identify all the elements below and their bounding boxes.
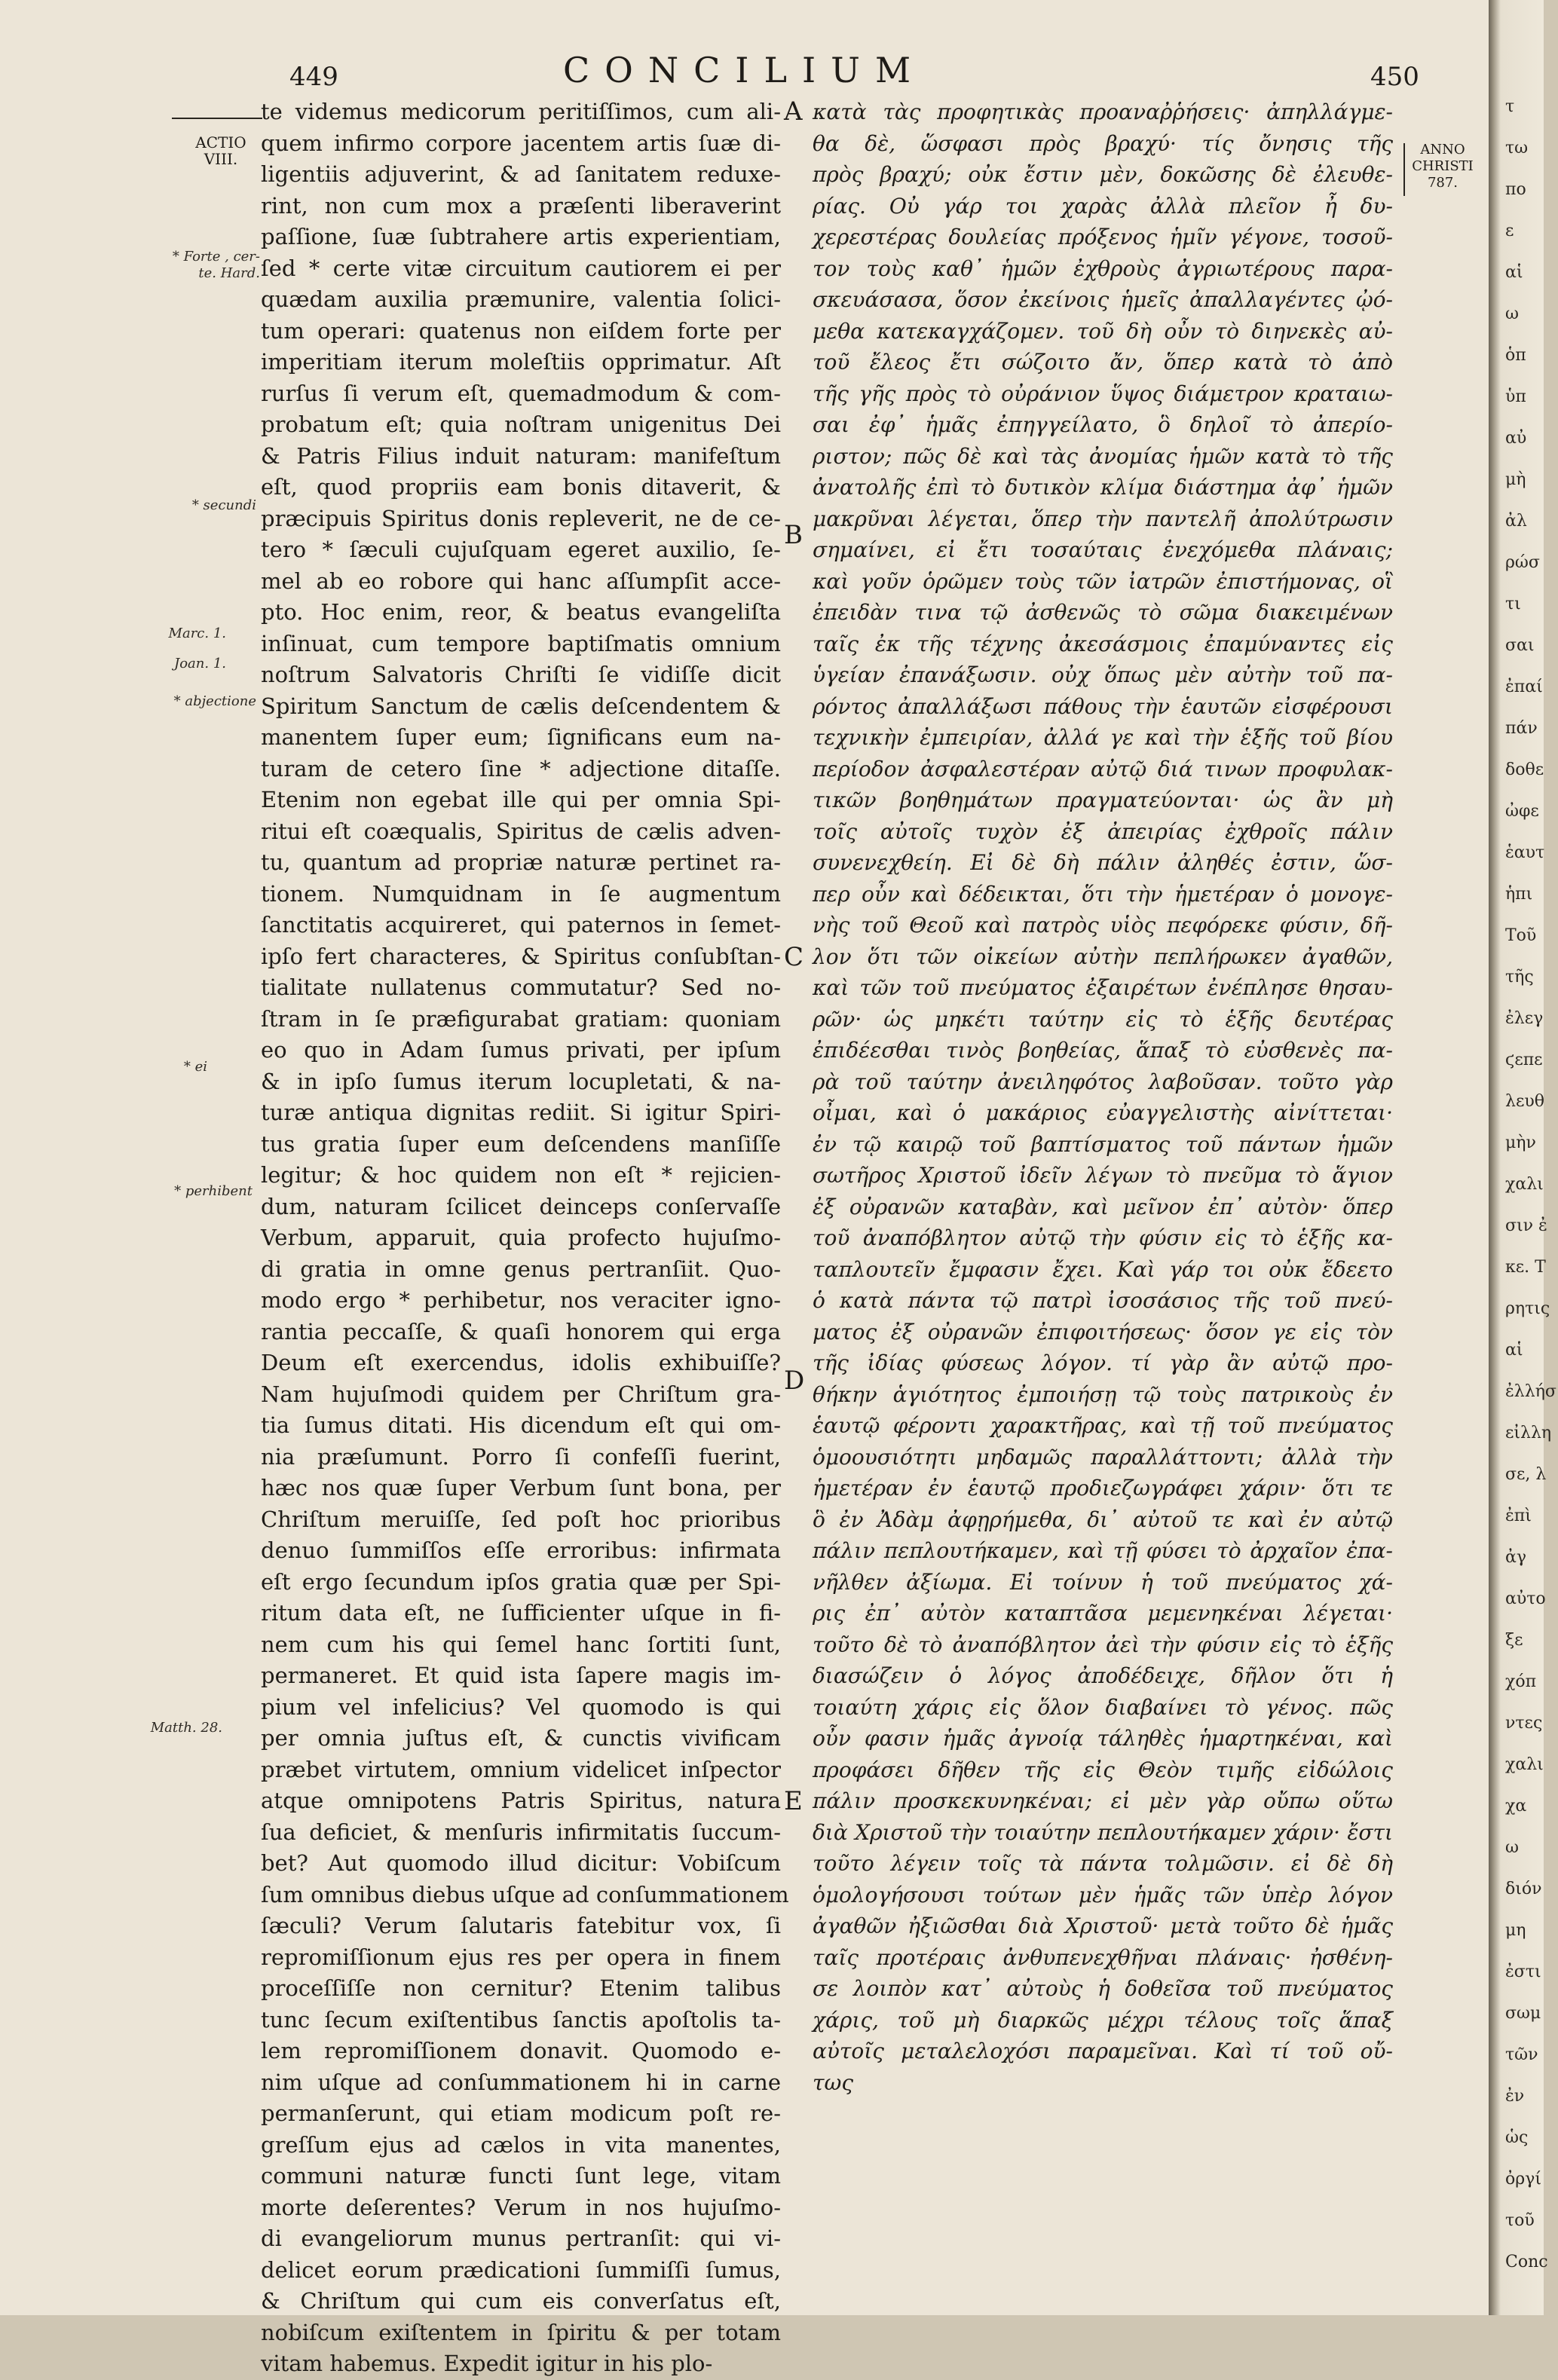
facing-page-fragment: ἀγ [1505, 1548, 1527, 1567]
greek-column [813, 96, 1393, 2098]
greek-text-line: οὖν φασιν ἡμᾶς ἀγνοίᾳ τάληθὲς ἡμαρτηκέναι, καὶ [813, 1726, 1393, 1751]
section-letter-c: C [784, 942, 804, 972]
greek-text-line: προφάσει δῆθεν τῆς εἰς Θεὸν τιμῆς εἰδώλοις [813, 1757, 1393, 1782]
greek-text-line: μακρῦναι λέγεται, ὅπερ τὴν παντελῆ ἀπολύτρωσιν [813, 506, 1393, 531]
latin-text-line: ipſo fert characteres, & Spiritus conſubſtan- [261, 943, 781, 969]
latin-text-line: eo quo in Adam ſumus privati, per ipſum [261, 1037, 781, 1063]
greek-text-line: ταῖς προτέραις ἀνθυπενεχθῆναι πλάναις· ἠσθένη- [813, 1944, 1393, 1970]
latin-text-line: Deum eſt exercendus, idolis exhibuiſſe? [261, 1350, 781, 1375]
greek-text-line: καὶ τῶν τοῦ πνεύματος ἐξαιρέτων ἐνέπλησε θησαυ- [813, 975, 1393, 1000]
latin-text-line: eſt, quod propriis eam bonis ditaverit, & [261, 474, 781, 500]
latin-text-line: ritum data eſt, ne ſufficienter uſque in fi- [261, 1600, 781, 1626]
latin-text-line: & in ipſo ſumus iterum locupletati, & na- [261, 1068, 781, 1094]
section-letter-e: E [784, 1786, 803, 1816]
latin-text-line: di evangeliorum munus pertranſit: qui vi- [261, 2226, 781, 2251]
latin-text-line: paſſione, ſuæ ſubtrahere artis experientiam, [261, 224, 781, 249]
latin-text-line: ritui eſt coæqualis, Spiritus de cælis adven- [261, 818, 781, 844]
facing-page-fragment: δοθε [1505, 760, 1544, 779]
latin-text-line: tu, quantum ad propriæ naturæ pertinet ra- [261, 849, 781, 875]
latin-text-line: permaneret. Et quid ista ſapere magis im- [261, 1663, 781, 1688]
facing-page-fragment: αἱ [1505, 1341, 1523, 1360]
greek-text-line: πάλιν πεπλουτήκαμεν, καὶ τῇ φύσει τὸ ἀρχαῖον ἐπα- [813, 1538, 1393, 1563]
margin-note-abjectione: * abjectione [173, 693, 256, 709]
margin-note-marc: Marc. 1. [168, 626, 226, 641]
greek-text-line: τοῦ ἔλεος ἔτι σώζοιτο ἄν, ὅπερ κατὰ τὸ ἀπὸ [813, 350, 1393, 375]
greek-text-line: τοῖς αὐτοῖς τυχὸν ἐξ ἀπειρίας ἐχθροῖς πάλιν [813, 818, 1393, 844]
facing-page-fragment: ξε [1505, 1631, 1523, 1650]
right-page-number: 450 [1370, 62, 1419, 92]
facing-page-fragment: ἑαυτ [1505, 843, 1545, 862]
greek-text-line: τικῶν βοηθημάτων πραγματεύονται· ὡς ἂν μὴ [813, 788, 1393, 812]
facing-page-fragment: πο [1505, 180, 1526, 199]
facing-page-fragment: ϛεπε [1505, 1051, 1543, 1069]
greek-text-line: ὁμοουσιότητι μηδαμῶς παραλλάττοντι; ἀλλὰ τὴν [813, 1444, 1393, 1470]
latin-text-line: manentem ſuper eum; ſignificans eum na- [261, 724, 781, 750]
latin-text-line: proceſſiſſe non cernitur? Etenim talibus [261, 1975, 781, 2001]
greek-text-line: νὴς τοῦ Θεοῦ καὶ πατρὸς υἱὸς πεφόρεκε φύσιν, δῆ- [813, 913, 1393, 938]
facing-page-fragment: ἐν [1505, 2087, 1525, 2106]
latin-text-line: morte deſerentes? Verum in nos hujuſmo- [261, 2194, 781, 2220]
greek-text-line: μεθα κατεκαγχάζομεν. τοῦ δὴ οὖν τὸ διηνεκὲς αὐ- [813, 318, 1393, 344]
facing-page-fragment: τ [1505, 97, 1515, 116]
greek-text-line: διασώζειν ὁ λόγος ἀποδέδειχε, δῆλον ὅτι ἡ [813, 1663, 1393, 1688]
latin-text-line: modo ergo * perhibetur, nos veraciter igno- [261, 1287, 781, 1313]
greek-text-line: ἐξ οὐρανῶν καταβὰν, καὶ μεῖνον ἐπ᾽ αὐτὸν· ὅπερ [813, 1194, 1393, 1219]
left-page-number: 449 [289, 62, 338, 92]
latin-text-line: rurſus ſi verum eſt, quemadmodum & com- [261, 380, 781, 406]
latin-text-line: tialitate nullatenus commutatur? Sed no- [261, 974, 781, 1000]
greek-text-line: κατὰ τὰς προφητικὰς προαναῤῥήσεις· ἀπηλλάγμε- [813, 99, 1393, 124]
latin-text-line: ſanctitatis acquireret, qui paternos in ſemet- [261, 912, 781, 938]
greek-text-line: ρίας. Οὐ γάρ τοι χαρὰς ἀλλὰ πλεῖον ἦ δυ- [813, 193, 1393, 219]
greek-text-line: ἑαυτῷ φέροντι χαρακτῆρας, καὶ τῇ τοῦ πνεύματος [813, 1413, 1393, 1438]
facing-page-fragment: σε, λ [1505, 1465, 1547, 1484]
greek-text-line: ἐπειδὰν τινα τῷ ἀσθενῶς τὸ σῶμα διακειμένων [813, 600, 1393, 625]
latin-text-line: tionem. Numquidnam in ſe augmentum [261, 880, 781, 907]
latin-text-line: pium vel infelicius? Vel quomodo is qui [261, 1693, 781, 1720]
greek-text-line: περ οὖν καὶ δέδεικται, ὅτι τὴν ἡμετέραν ὁ μονογε- [813, 881, 1393, 907]
latin-text-line: Etenim non egebat ille qui per omnia Spi- [261, 787, 781, 812]
greek-text-line: συνενεχθείη. Εἰ δὲ δὴ πάλιν ἀληθές ἐστιν, ὥσ- [813, 850, 1393, 875]
margin-note-joan: Joan. 1. [174, 656, 226, 671]
greek-text-line: καὶ γοῦν ὁρῶμεν τοὺς τῶν ἰατρῶν ἐπιστήμονας, οἳ [813, 568, 1393, 594]
greek-text-line: ἡμετέραν ἐν ἑαυτῷ προδιεζωγράφει χάριν· ὅτι τε [813, 1476, 1393, 1501]
facing-page-fragment: τῆς [1505, 968, 1534, 987]
latin-text-line: communi naturæ functi ſunt lege, vitam [261, 2163, 781, 2189]
latin-text-line: delicet eorum prædicationi ſummiſſi ſumus, [261, 2256, 781, 2283]
latin-text-line: rint, non cum mox a præſenti liberaverint [261, 192, 781, 219]
greek-text-line: θα δὲ, ὥσφασι πρὸς βραχύ· τίς ὄνησις τῆς [813, 130, 1393, 156]
latin-text-line: repromiſſionum ejus res per opera in finem [261, 1944, 781, 1970]
facing-page-fragment: ὁπ [1505, 346, 1526, 365]
latin-text-line: ſtram in ſe præfigurabat gratiam: quoniam [261, 1005, 781, 1032]
facing-page-fragment: χόπ [1505, 1672, 1537, 1691]
facing-page-fragment: μὴν [1505, 1133, 1536, 1152]
greek-text-line: ρόντος ἀπαλλάξωσι πάθους τὴν ἑαυτῶν εἰσφέρουσι [813, 693, 1393, 719]
section-letter-d: D [784, 1366, 805, 1396]
facing-page-fragment: ε [1505, 222, 1514, 240]
facing-page-fragment: ω [1505, 304, 1519, 323]
section-letter-b: B [784, 520, 803, 550]
greek-text-line: τοῦτο λέγειν τοῖς τὰ πάντα τολμῶσιν. εἰ δὲ δὴ [813, 1851, 1393, 1876]
facing-page-fragment: πάν [1505, 719, 1538, 738]
facing-page-fragment: ἡπι [1505, 885, 1533, 904]
greek-text-line: σε λοιπὸν κατ᾽ αὐτοὺς ἡ δοθεῖσα τοῦ πνεύματος [813, 1976, 1393, 2001]
actio-label: ACTIO VIII. [195, 133, 246, 168]
latin-text-line: probatum eſt; quia noſtram unigenitus Dei [261, 411, 781, 437]
facing-page-fragment: ἐλεγ [1505, 1009, 1544, 1028]
facing-page-fragment: μὴ [1505, 470, 1526, 489]
latin-text-line: legitur; & hoc quidem non eſt * rejicien- [261, 1162, 781, 1188]
facing-page-fragment: αὐ [1505, 429, 1527, 448]
latin-text-line: tum operari: quatenus non eiſdem forte per [261, 317, 781, 344]
latin-text-line: greſſum ejus ad cælos in vita manentes, [261, 2131, 781, 2158]
latin-text-line: permanſerunt, qui etiam modicum poſt re- [261, 2100, 781, 2126]
greek-text-line: τεχνικὴν ἐμπειρίαν, ἀλλά γε καὶ τὴν ἑξῆς τοῦ βίου [813, 725, 1393, 750]
greek-text-line: τῆς ἰδίας φύσεως λόγον. τί γὰρ ἂν αὐτῷ προ- [813, 1351, 1393, 1375]
greek-text-line: ἀγαθῶν ἠξιῶσθαι διὰ Χριστοῦ· μετὰ τοῦτο δὲ ἡμᾶς [813, 1913, 1393, 1938]
latin-text-line: tus gratia ſuper eum deſcendens manſiſſe [261, 1130, 781, 1157]
latin-text-line: ſæculi? Verum ſalutaris fatebitur vox, ſi [261, 1913, 781, 1938]
latin-text-line: ſed * certe vitæ circuitum cautiorem ei per [261, 255, 781, 281]
latin-text-line: dum, naturam ſcilicet deinceps conſervaſſe [261, 1193, 781, 1219]
greek-text-line: ριστον; πῶς δὲ καὶ τὰς ἀνομίας ἡμῶν κατὰ τὸ τῆς [813, 443, 1393, 469]
latin-text-line: Verbum, apparuit, quia profecto hujuſmo- [261, 1225, 781, 1250]
latin-text-line: turæ antiqua dignitas rediit. Si igitur Spiri- [261, 1100, 781, 1125]
facing-page-edge [1489, 0, 1556, 2315]
facing-page-fragment: αἱ [1505, 263, 1523, 282]
latin-text-line: quædam auxilia præmunire, valentia ſolici- [261, 286, 781, 312]
greek-text-line: σωτῆρος Χριστοῦ ἰδεῖν λέγων τὸ πνεῦμα τὸ ἅγιον [813, 1163, 1393, 1188]
anno-christi-label: ANNO CHRISTI 787. [1412, 142, 1474, 191]
latin-text-line: bet? Aut quomodo illud dicitur: Vobiſcum [261, 1850, 781, 1876]
latin-text-line: Chriſtum meruiſſe, ſed poſt hoc prioribus [261, 1506, 781, 1532]
greek-text-line: τοῦ ἀναπόβλητον αὐτῷ τὴν φύσιν εἰς τὸ ἑξῆς κα- [813, 1225, 1393, 1250]
greek-text-line: ρὰ τοῦ ταύτην ἀνειληφότος λαβοῦσαν. τοῦτο γὰρ [813, 1069, 1393, 1094]
facing-page-fragment: τω [1505, 139, 1529, 158]
greek-text-line: ταῖς ἐκ τῆς τέχνης ἀκεσάσμοις ἐπαμύναντες εἰς [813, 631, 1393, 656]
greek-text-line: αὐτοῖς μεταλελοχόσι παραμεῖναι. Καὶ τί τοῦ οὔ- [813, 2039, 1393, 2063]
greek-text-line: ἀνατολῆς ἐπὶ τὸ δυτικὸν κλίμα διάστημα ἀφ᾽ ἡμῶν [813, 475, 1393, 500]
latin-text-line: & Patris Filius induit naturam: manifeſtum [261, 442, 781, 469]
facing-page-fragment: ντες [1505, 1714, 1543, 1733]
facing-page-fragment: ρητις [1505, 1299, 1550, 1318]
facing-page-fragment: σαι [1505, 636, 1535, 655]
greek-text-line: τον τοὺς καθ᾽ ἡμῶν ἐχθροὺς ἀγριωτέρους παρα- [813, 255, 1393, 281]
greek-text-line: περίοδον ἀσφαλεστέραν αὐτῷ διά τινων προφυλακ- [813, 756, 1393, 782]
running-head: CONCILIUM [562, 50, 926, 90]
greek-text-line: πάλιν προσκεκυνηκέναι; εἰ μὲν γὰρ οὔπω οὕτω [813, 1788, 1393, 1813]
latin-text-line: lem repromiſſionem donavit. Quomodo e- [261, 2038, 781, 2063]
facing-page-fragment: κε. Τ [1505, 1258, 1546, 1277]
latin-text-line: hæc nos quæ ſuper Verbum ſunt bona, per [261, 1475, 781, 1501]
greek-text-line: σκευάσασα, ὅσον ἐκείνοις ἡμεῖς ἀπαλλαγέντες ᾠό- [813, 287, 1393, 312]
margin-note-secundi: * secundi [191, 497, 256, 513]
greek-text-line: ὑγείαν ἐπανάξωσιν. οὐχ ὅπως μὲν αὐτὴν τοῦ πα- [813, 662, 1393, 687]
facing-page-fragment: ἐλλήσ [1505, 1382, 1556, 1401]
facing-page-fragment: ἐπαί [1505, 678, 1543, 696]
greek-text-line: ἐπιδέεσθαι τινὸς βοηθείας, ἅπαξ τὸ εὐσθενὲς πα- [813, 1038, 1393, 1063]
margin-note-ei: * ei [183, 1059, 207, 1075]
greek-text-line: ρις ἐπ᾽ αὐτὸν καταπτᾶσα μεμενηκέναι λέγεται· [813, 1601, 1393, 1626]
facing-page-fragment: διόν [1505, 1880, 1542, 1898]
greek-text-line: διὰ Χριστοῦ τὴν τοιαύτην πεπλουτήκαμεν χάριν· ἔστι [813, 1819, 1393, 1845]
facing-page-fragment: ὡς [1505, 2128, 1529, 2147]
facing-page-fragment: Τοῦ [1505, 926, 1537, 945]
facing-page-fragment: ω [1505, 1838, 1519, 1857]
latin-text-line: pto. Hoc enim, reor, & beatus evangeliſta [261, 599, 781, 625]
latin-text-line: inſinuat, cum tempore baptiſmatis omnium [261, 630, 781, 656]
margin-note-matth: Matth. 28. [150, 1720, 222, 1736]
latin-text-line: vitam habemus. Expedit igitur in his plo- [261, 2351, 713, 2376]
latin-text-line: Nam hujuſmodi quidem per Chriſtum gra- [261, 1381, 781, 1407]
facing-page-fragment: λευθ [1505, 1092, 1544, 1111]
greek-text-line: χάρις, τοῦ μὴ διαρκῶς μέχρι τέλους τοῖς ἅπαξ [813, 2007, 1393, 2033]
margin-note-forte: * Forte , cer- te. Hard. [172, 249, 260, 281]
latin-text-line: ſua deficiet, & menſuris infirmitatis ſuccum- [261, 1819, 781, 1845]
latin-text-line: per omnia juſtus eſt, & cunctis vivificam [261, 1725, 781, 1751]
greek-text-line: λον ὅτι τῶν οἰκείων αὐτὴν πεπλήρωκεν ἀγαθῶν, [813, 944, 1393, 969]
latin-text-line: tunc ſecum exiſtentibus ſanctis apoſtolis ta- [261, 2006, 781, 2033]
facing-page-fragment: ἀλ [1505, 512, 1527, 531]
latin-text-line: noſtrum Salvatoris Chriſti ſe vidiſſe dicit [261, 662, 781, 687]
latin-text-line: di gratia in omne genus pertranſiit. Quo- [261, 1256, 781, 1282]
facing-page-fragment: Conc [1505, 2253, 1548, 2271]
latin-text-line: nem cum his qui ſemel hanc ſortiti ſunt, [261, 1631, 781, 1657]
facing-page-fragment: ἐστι [1505, 1962, 1541, 1981]
greek-text-line: ταπλουτεῖν ἔμφασιν ἔχει. Καὶ γάρ τοι οὐκ ἔδεετο [813, 1256, 1393, 1282]
latin-text-line: atque omnipotens Patris Spiritus, natura [261, 1788, 781, 1813]
facing-page-fragment: σωμ [1505, 2004, 1541, 2023]
facing-page-fragment: ὀργί [1505, 2170, 1541, 2189]
facing-page-fragment: σιν ἐ [1505, 1216, 1547, 1235]
latin-text-line: ligentiis adjuverint, & ad ſanitatem reduxe- [261, 161, 781, 187]
greek-text-line: ρῶν· ὡς μηκέτι ταύτην εἰς τὸ ἑξῆς δευτέρας [813, 1006, 1393, 1032]
facing-page-fragment: τῶν [1505, 2045, 1538, 2064]
latin-text-line: nobiſcum exiſtentem in ſpiritu & per totam [261, 2319, 781, 2345]
facing-page-fragment: ὠφε [1505, 802, 1539, 821]
latin-text-line: tia ſumus ditati. His dicendum eſt qui om- [261, 1412, 781, 1438]
latin-text-line: tero * ſæculi cujuſquam egeret auxilio, ſe- [261, 537, 781, 562]
greek-text-line: οἶμαι, καὶ ὁ μακάριος εὐαγγελιστὴς αἰνίττεται· [813, 1100, 1393, 1125]
latin-text-line: nia præſumunt. Porro ſi confeſſi fuerint, [261, 1443, 781, 1470]
greek-text-line: τοιαύτη χάρις εἰς ὅλον διαβαίνει τὸ γένος. πῶς [813, 1694, 1393, 1720]
greek-text-line: σαι ἐφ᾽ ἡμᾶς ἐπηγγείλατο, ὃ δηλοῖ τὸ ἀπερίο- [813, 412, 1393, 437]
latin-text-line: turam de cetero ſine * adjectione ditaſſe. [261, 755, 781, 782]
latin-column [261, 96, 789, 2380]
greek-text-line: χερεστέρας δουλείας πρόξενος ἡμῖν γέγονε, τοσοῦ- [813, 225, 1393, 249]
facing-page-fragment: χαλι [1505, 1755, 1544, 1774]
greek-text-line: πρὸς βραχύ; οὐκ ἔστιν μὲν, δοκῶσης δὲ ἐλευθε- [813, 162, 1393, 187]
margin-note-perhibent: * perhibent [174, 1183, 253, 1199]
latin-text-line: quem infirmo corpore jacentem artis ſuæ di- [261, 130, 781, 156]
latin-text-line: Spiritum Sanctum de cælis deſcendentem & [261, 693, 781, 719]
latin-text-line: mel ab eo robore qui hanc aſſumpſit acce- [261, 567, 781, 594]
greek-text-line: θήκην ἁγιότητος ἐμποιήσῃ τῷ τοὺς πατρικοὺς ἐν [813, 1381, 1393, 1407]
greek-text-line: τοῦτο δὲ τὸ ἀναπόβλητον ἀεὶ τὴν φύσιν εἰς τὸ ἑξῆς [813, 1632, 1393, 1657]
latin-text-line: præbet virtutem, omnium videlicet inſpector [261, 1756, 781, 1782]
section-letter-a: A [784, 96, 803, 127]
latin-text-line: te videmus medicorum peritiſſimos, cum ali- [261, 99, 781, 124]
facing-page-fragment: τι [1505, 595, 1521, 613]
latin-text-line: eſt ergo ſecundum ipſos gratia quæ per Spi- [261, 1568, 781, 1595]
facing-page-fragment: τοῦ [1505, 2211, 1535, 2230]
facing-page-fragment: ρώσ [1505, 553, 1540, 572]
latin-text-line: & Chriſtum qui cum eis converſatus eſt, [261, 2288, 781, 2314]
greek-text-line: ὁ κατὰ πάντα τῷ πατρὶ ἰσοσάσιος τῆς τοῦ πνεύ- [813, 1288, 1393, 1313]
facing-page-fragment: χαλι [1505, 1175, 1544, 1194]
greek-text-line: ἐν τῷ καιρῷ τοῦ βαπτίσματος τοῦ πάντων ἡμῶν [813, 1131, 1393, 1157]
facing-page-fragment: ἐπὶ [1505, 1507, 1532, 1525]
latin-text-line: rantia peccaſſe, & quaſi honorem qui erga [261, 1318, 781, 1344]
greek-text-line: νῆλθεν ἀξίωμα. Εἰ τοίνυν ἡ τοῦ πνεύματος χά- [813, 1569, 1393, 1595]
facing-page-fragment: χα [1505, 1797, 1527, 1816]
greek-text-line: ματος ἐξ οὐρανῶν ἐπιφοιτήσεως· ὅσον γε εἰς τὸν [813, 1319, 1393, 1344]
facing-page-fragment: ὑπ [1505, 387, 1526, 406]
latin-text-line: nim uſque ad conſummationem hi in carne [261, 2069, 781, 2095]
greek-text-line: ὃ ἐν Ἀδὰμ ἀφῃρήμεθα, δι᾽ αὐτοῦ τε καὶ ἐν αὐτῷ [813, 1507, 1393, 1532]
header-rule [172, 118, 262, 119]
facing-page-fragment: εἰλλη [1505, 1424, 1552, 1442]
latin-text-line: imperitiam iterum moleſtiis opprimatur. Aſt [261, 349, 781, 375]
facing-page-fragment: αὐτο [1505, 1589, 1546, 1608]
greek-text-line: ὁμολογήσουσι τούτων μὲν ἡμᾶς τῶν ὑπὲρ λόγον [813, 1882, 1393, 1907]
facing-page-fragment: μη [1505, 1921, 1526, 1940]
latin-text-line: denuo ſummiſſos eſſe erroribus: infirmata [261, 1537, 781, 1563]
greek-text-line: σημαίνει, εἰ ἔτι τοσαύταις ἐνεχόμεθα πλάναις; [813, 537, 1393, 562]
greek-text-line: τως [813, 2069, 854, 2095]
greek-text-line: τῆς γῆς πρὸς τὸ οὐράνιον ὕψος διάμετρον κραταιω- [813, 381, 1393, 406]
latin-text-line: ſum omnibus diebus uſque ad conſummationem [261, 1881, 789, 1907]
latin-text-line: præcipuis Spiritus donis repleverit, ne de ce- [261, 505, 781, 531]
